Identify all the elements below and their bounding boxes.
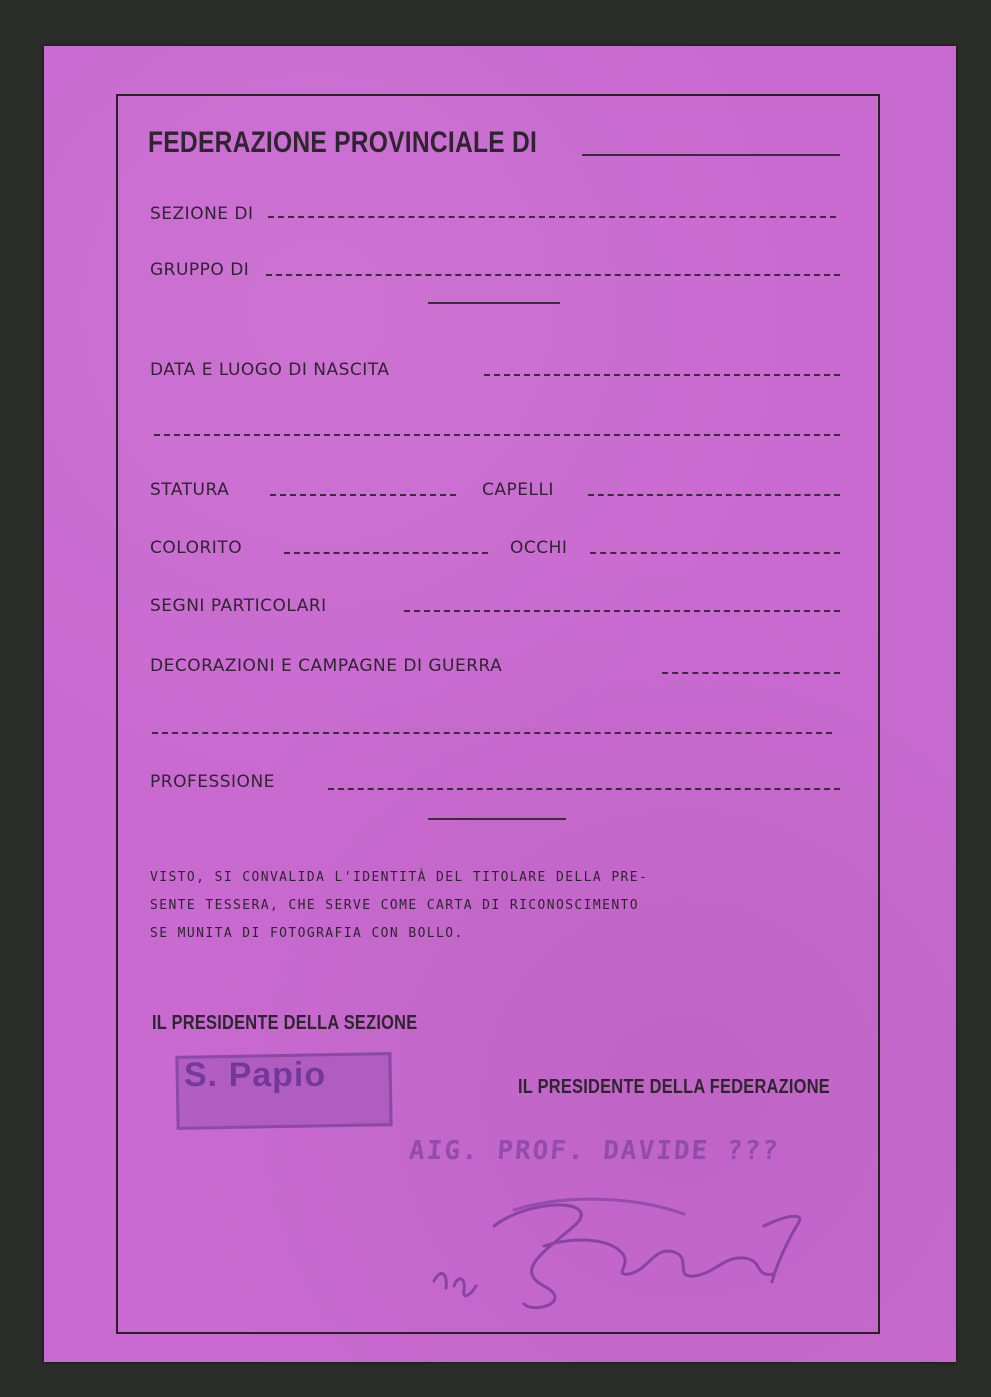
line-segni <box>404 610 840 612</box>
line-colorito <box>284 552 488 554</box>
paragraph-line-1: VISTO, SI CONVALIDA L'IDENTITÀ DEL TITOLARE DELLA PRE- <box>150 870 649 885</box>
signature <box>424 1186 814 1316</box>
label-segni: SEGNI PARTICOLARI <box>150 596 327 616</box>
line-decorazioni <box>662 672 840 674</box>
header-title: FEDERAZIONE PROVINCIALE DI <box>148 126 538 159</box>
sezione-stamp-text: S. Papio <box>184 1056 327 1094</box>
line-capelli <box>588 494 840 496</box>
paragraph-line-3: SE MUNITA DI FOTOGRAFIA CON BOLLO. <box>150 926 464 941</box>
presidente-sezione-label: IL PRESIDENTE DELLA SEZIONE <box>152 1012 418 1034</box>
line-decorazioni-2 <box>152 732 832 734</box>
label-nascita: DATA E LUOGO DI NASCITA <box>150 360 390 380</box>
divider-top <box>428 302 560 304</box>
label-gruppo: GRUPPO DI <box>150 260 250 280</box>
id-card <box>44 46 956 1362</box>
validation-paragraph <box>150 864 648 948</box>
line-sezione <box>268 216 836 218</box>
line-nascita <box>484 374 840 376</box>
line-occhi <box>590 552 840 554</box>
line-statura <box>270 494 456 496</box>
label-colorito: COLORITO <box>150 538 243 558</box>
federazione-stamp-text: AIG. PROF. DAVIDE ??? <box>407 1136 781 1166</box>
label-statura: STATURA <box>150 480 230 500</box>
line-professione <box>328 788 840 790</box>
paragraph-line-2: SENTE TESSERA, CHE SERVE COME CARTA DI RICONOSCIMENTO <box>150 898 640 913</box>
label-sezione: SEZIONE DI <box>150 204 254 224</box>
line-gruppo <box>266 274 840 276</box>
label-professione: PROFESSIONE <box>150 772 275 792</box>
label-occhi: OCCHI <box>510 538 568 558</box>
line-nascita-2 <box>154 434 840 436</box>
header-underline <box>582 154 840 156</box>
label-decorazioni: DECORAZIONI E CAMPAGNE DI GUERRA <box>150 656 503 676</box>
label-capelli: CAPELLI <box>482 480 554 500</box>
presidente-federazione-label: IL PRESIDENTE DELLA FEDERAZIONE <box>518 1076 830 1098</box>
divider-bottom <box>428 818 566 820</box>
